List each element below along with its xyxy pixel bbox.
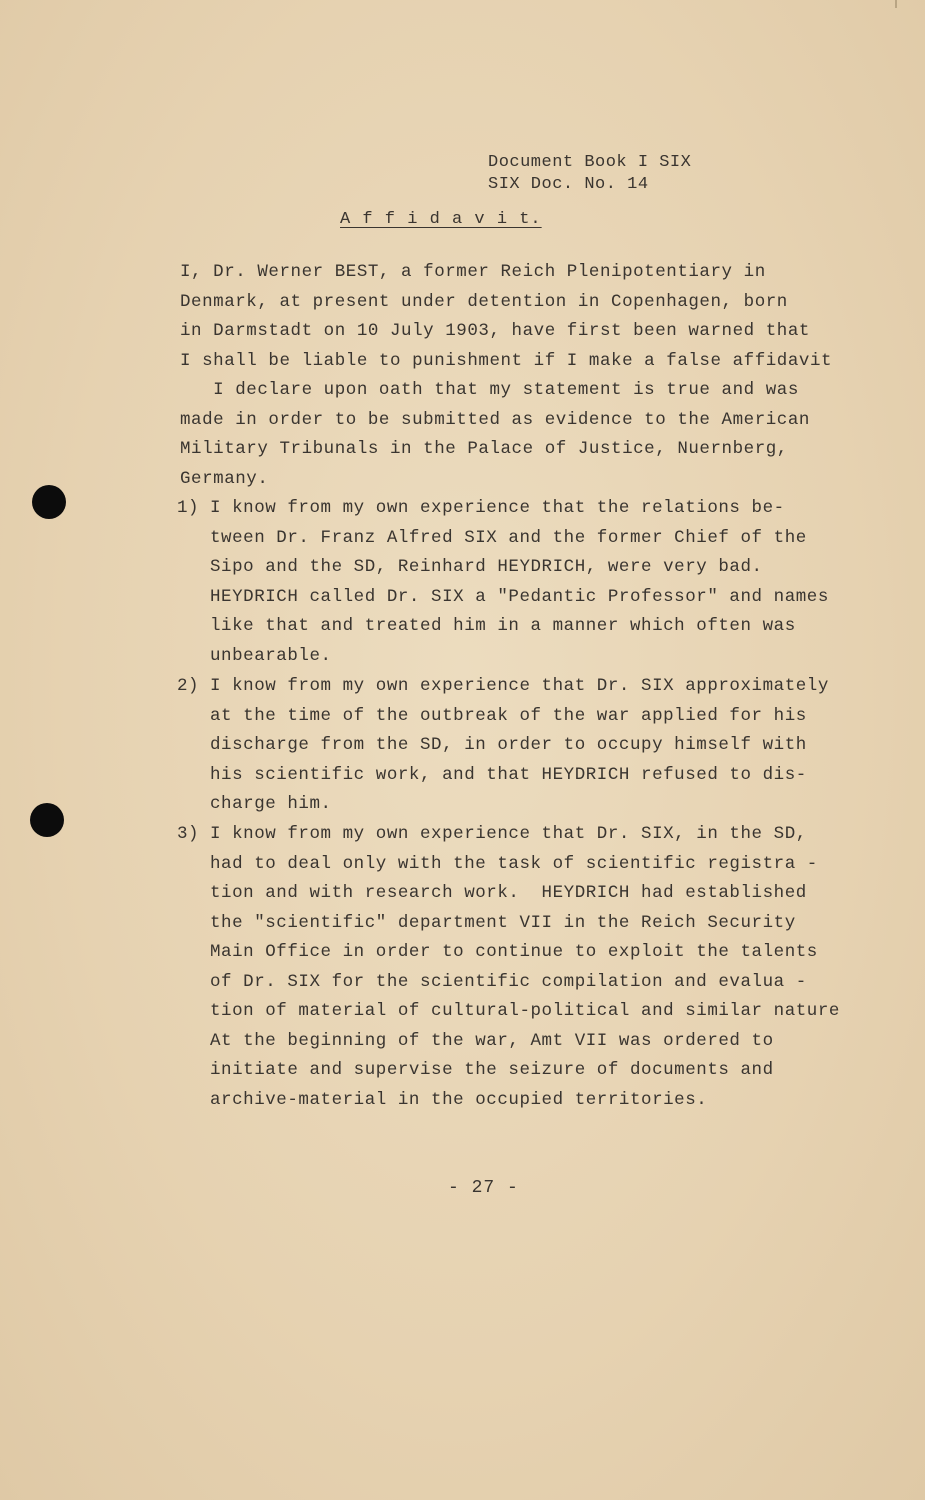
edge-mark — [895, 0, 897, 8]
item-text: I know from my own experience that Dr. SIX, in the SD, had to deal only with the task of scientific registra - tion and with research work. HEYDRICH had established the "scientific" department VII in the Reich Security Main Office in order to continue to exploit the talents of Dr. SIX for the scientific compilation and evalua - tion of material of cultural-political and similar nature At the beginning of the war, Amt VII was ordered to initiate and supervise the seizure of documents and archive-material in the occupied territories. — [210, 824, 840, 1110]
list-item — [177, 494, 829, 666]
list-item — [177, 672, 829, 814]
document-header — [488, 152, 691, 196]
intro-paragraph: I, Dr. Werner BEST, a former Reich Plenipotentiary in Denmark, at present under detention in Copenhagen, born in Darmstadt on 10 July 1903, have first been warned that I shall be liable to punishment if I make a false affidavit — [180, 262, 833, 371]
page-number: - 27 - — [448, 1178, 519, 1198]
item-number: 1) — [177, 498, 200, 518]
header-book-line: Document Book I SIX — [488, 153, 692, 172]
item-text: I know from my own experience that the relations be- tween Dr. Franz Alfred SIX and the former Chief of the Sipo and the SD, Reinhard HEYDRICH, were very bad. HEYDRICH called Dr. SIX a "Pedantic Professor" and names like that and treated him in a manner which often was unbearable. — [210, 498, 829, 666]
declaration-paragraph: I declare upon oath that my statement is true and was made in order to be submitted as evidence to the American Military Tribunals in the Palace of Justice, Nuernberg, Germany. — [180, 380, 810, 489]
punch-hole-icon — [30, 803, 64, 837]
item-number: 2) — [177, 676, 200, 696]
item-number: 3) — [177, 824, 200, 844]
header-doc-line: SIX Doc. No. 14 — [488, 175, 649, 194]
list-item — [177, 820, 840, 1110]
document-title: A f f i d a v i t. — [340, 210, 542, 229]
item-text: I know from my own experience that Dr. SIX approximately at the time of the outbreak of the war applied for his discharge from the SD, in order to occupy himself with his scientific work, and that HEYDRICH refused to dis- charge him. — [210, 676, 829, 814]
punch-hole-icon — [32, 485, 66, 519]
